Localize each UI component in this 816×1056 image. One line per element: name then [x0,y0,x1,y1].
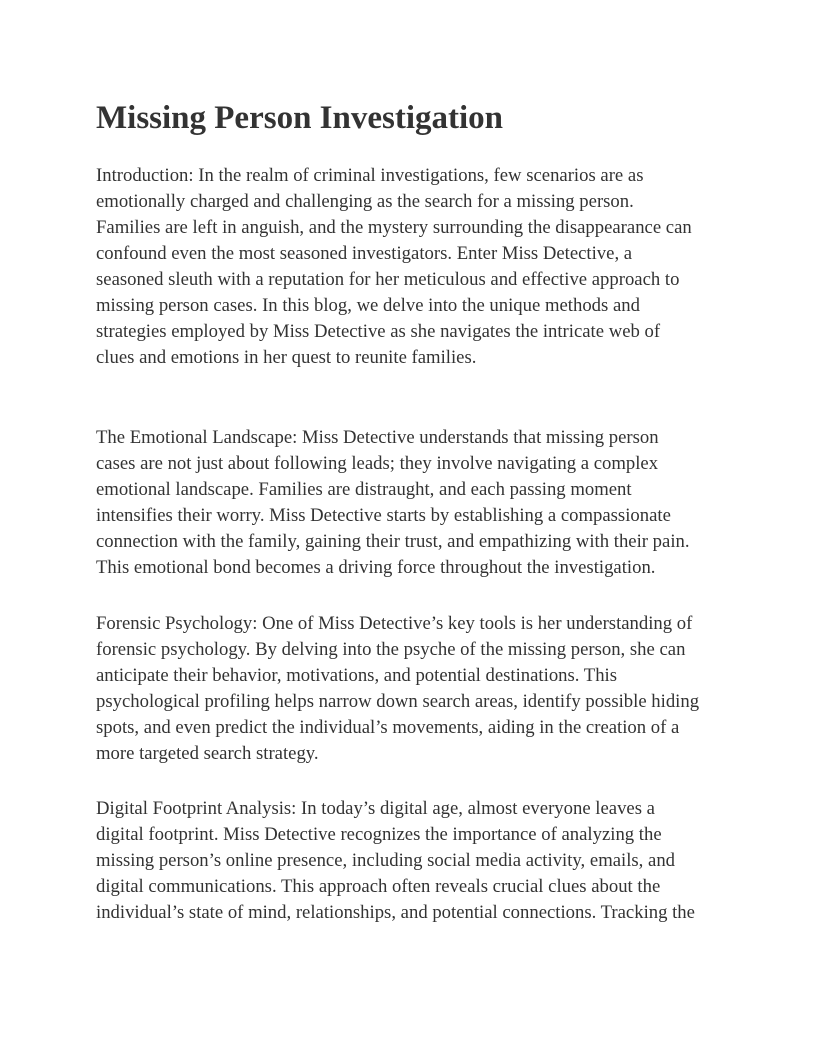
paragraph-introduction [96,163,692,371]
text-line: more targeted search strategy. [96,743,319,764]
text-line: The Emotional Landscape: Miss Detective understands that missing person [96,427,659,448]
text-line: forensic psychology. By delving into the psyche of the missing person, she can [96,639,686,660]
text-line: intensifies their worry. Miss Detective starts by establishing a compassionate [96,505,671,526]
text-line: emotionally charged and challenging as the search for a missing person. [96,191,634,212]
text-line: connection with the family, gaining their trust, and empathizing with their pain. [96,531,690,552]
paragraph-forensic-psychology [96,611,699,767]
text-line: digital footprint. Miss Detective recognizes the importance of analyzing the [96,824,662,845]
text-line: missing person cases. In this blog, we delve into the unique methods and [96,295,640,316]
text-line: Forensic Psychology: One of Miss Detective’s key tools is her understanding of [96,613,693,634]
text-line: This emotional bond becomes a driving force throughout the investigation. [96,557,656,578]
text-line: cases are not just about following leads; they involve navigating a complex [96,453,659,474]
text-line: anticipate their behavior, motivations, and potential destinations. This [96,665,618,686]
text-line: clues and emotions in her quest to reunite families. [96,347,477,368]
text-line: individual’s state of mind, relationships, and potential connections. Tracking the [96,902,695,923]
text-line: missing person’s online presence, including social media activity, emails, and [96,850,676,871]
text-line: Families are left in anguish, and the mystery surrounding the disappearance can [96,217,692,238]
text-line: Introduction: In the realm of criminal investigations, few scenarios are as [96,165,644,186]
page-title: Missing Person Investigation [96,100,504,136]
text-line: psychological profiling helps narrow down search areas, identify possible hiding [96,691,700,712]
paragraph-emotional-landscape [96,425,690,581]
text-line: emotional landscape. Families are distraught, and each passing moment [96,479,632,500]
text-line: confound even the most seasoned investigators. Enter Miss Detective, a [96,243,633,264]
paragraph-digital-footprint [96,796,695,926]
text-line: seasoned sleuth with a reputation for her meticulous and effective approach to [96,269,680,290]
text-line: strategies employed by Miss Detective as she navigates the intricate web of [96,321,661,342]
text-line: digital communications. This approach often reveals crucial clues about the [96,876,661,897]
text-line: spots, and even predict the individual’s movements, aiding in the creation of a [96,717,680,738]
text-line: Digital Footprint Analysis: In today’s digital age, almost everyone leaves a [96,798,655,819]
